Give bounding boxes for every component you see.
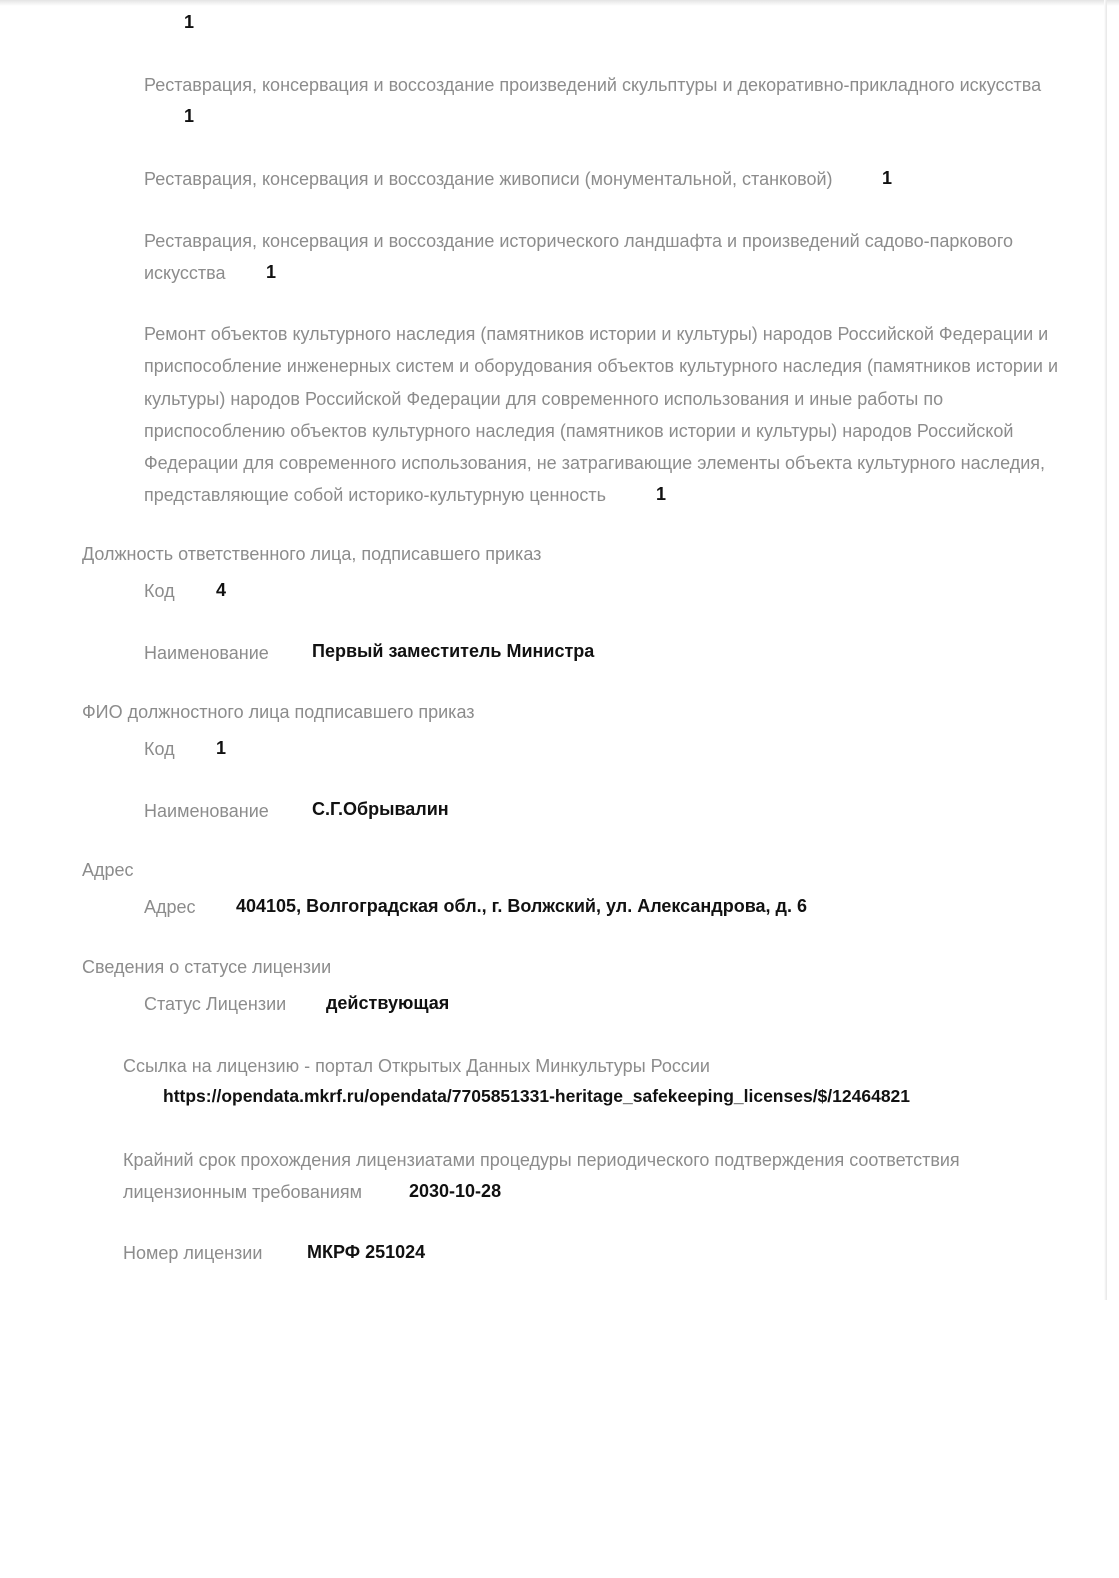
activity-label: Ремонт объектов культурного наследия (памятников истории и культуры) народов Российской Федерации и приспособление инженерных систем и оборудования объектов культурного наследия (памятников истории и культуры) народов Российской Федерации для современного использования и иные работы по приспособлению объектов культурного наследия (памятников истории и культуры) народов Российской Федерации для современного использования, не затрагивающие элементы объекта культурного наследия, представляющие собой историко-культурную ценность: [144, 324, 1059, 506]
field-label: Ссылка на лицензию - портал Открытых Данных Минкультуры России: [123, 1056, 710, 1076]
field-label: Номер лицензии: [123, 1243, 263, 1263]
field-value: 2030-10-28: [409, 1181, 502, 1201]
status-value: действующая: [326, 993, 450, 1013]
activity-value: 1: [184, 12, 195, 32]
field-value: 404105, Волгоградская обл., г. Волжский, ул. Александрова, д. 6: [236, 896, 807, 916]
field-value: 4: [216, 580, 227, 600]
activity-value: 1: [882, 168, 893, 188]
right-edge-shadow: [1104, 0, 1107, 1300]
field-label: Крайний срок прохождения лицензиатами процедуры периодического подтверждения соответствия лицензионным требованиям: [123, 1150, 960, 1203]
field-value: МКРФ 251024: [307, 1242, 426, 1262]
activity-label: Реставрация, консервация и воссоздание исторического ландшафта и произведений садово-паркового искусства: [144, 231, 1014, 284]
section-heading: Адрес: [82, 860, 134, 880]
field-value: С.Г.Обрывалин: [312, 799, 449, 819]
top-edge-shadow: [0, 0, 1119, 6]
license-link[interactable]: https://opendata.mkrf.ru/opendata/7705851331-heritage_safekeeping_licenses/$/12464821: [163, 1086, 911, 1106]
field-value: 1: [216, 738, 227, 758]
activity-value: 1: [184, 106, 195, 126]
field-label: Код: [144, 739, 175, 759]
section-heading: Сведения о статусе лицензии: [82, 957, 332, 977]
activity-value: 1: [266, 262, 277, 282]
section-heading: ФИО должностного лица подписавшего приказ: [82, 702, 475, 722]
field-label: Наименование: [144, 643, 269, 663]
field-label: Код: [144, 581, 175, 601]
activity-label: Реставрация, консервация и воссоздание произведений скульптуры и декоративно-прикладного искусства: [144, 75, 1042, 95]
activity-label: Реставрация, консервация и воссоздание живописи (монументальной, станковой): [144, 169, 833, 189]
activity-value: 1: [656, 484, 667, 504]
section-heading: Должность ответственного лица, подписавшего приказ: [82, 544, 542, 564]
field-label: Статус Лицензии: [144, 994, 287, 1014]
field-label: Адрес: [144, 897, 196, 917]
field-label: Наименование: [144, 801, 269, 821]
field-value: Первый заместитель Министра: [312, 641, 595, 661]
